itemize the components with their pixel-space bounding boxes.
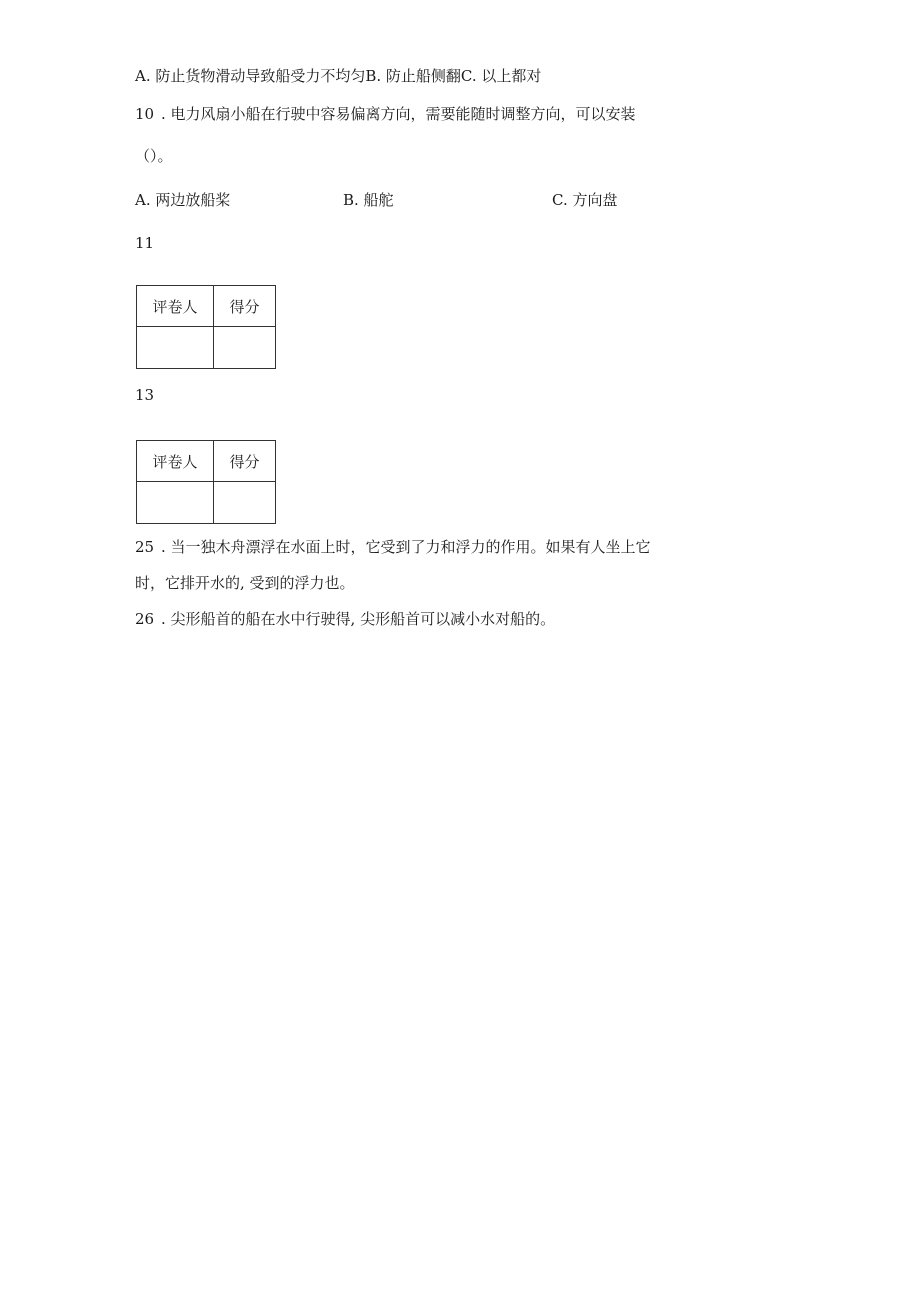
question-number: 26 <box>135 610 155 628</box>
question-text: . 尖形船首的船在水中行驶得, 尖形船首可以减小水对船的。 <box>161 610 556 628</box>
grader-header: 评卷人 <box>137 286 214 327</box>
question-text: . 电力风扇小船在行驶中容易偏离方向，需要能随时调整方向，可以安装 <box>161 105 636 123</box>
score-header: 得分 <box>214 286 276 327</box>
grader-score-table-13 <box>136 440 276 524</box>
question-25-line2: 时，它排开水的, 受到的浮力也。 <box>135 574 355 592</box>
grader-cell[interactable] <box>137 482 214 524</box>
q10-option-b: B. 船舵 <box>343 191 394 209</box>
section-number-11: 11 <box>135 234 155 252</box>
score-header: 得分 <box>214 441 276 482</box>
q10-option-a: A. 两边放船桨 <box>135 191 231 209</box>
section-number-13: 13 <box>135 386 155 404</box>
q9-options-line: A. 防止货物滑动导致船受力不均匀B. 防止船侧翻C. 以上都对 <box>135 67 542 85</box>
question-number: 10 <box>135 105 155 123</box>
grader-cell[interactable] <box>137 327 214 369</box>
question-25 <box>135 537 651 557</box>
question-number: 25 <box>135 538 155 556</box>
grader-score-table-11 <box>136 285 276 369</box>
grader-header: 评卷人 <box>137 441 214 482</box>
question-text: . 当一独木舟漂浮在水面上时，它受到了力和浮力的作用。如果有人坐上它 <box>161 538 651 556</box>
score-cell[interactable] <box>214 327 276 369</box>
score-cell[interactable] <box>214 482 276 524</box>
question-26 <box>135 609 555 629</box>
question-10-paren: （）。 <box>135 147 173 165</box>
q10-option-c: C. 方向盘 <box>552 191 618 209</box>
question-10 <box>135 104 636 124</box>
